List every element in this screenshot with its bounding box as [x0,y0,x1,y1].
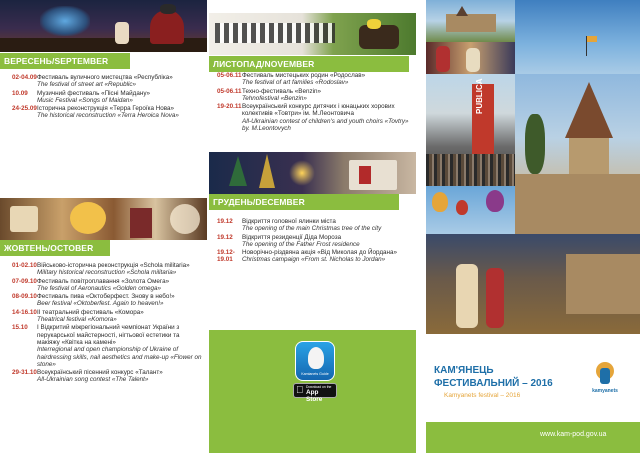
events-november [217,72,417,133]
balloon-icon [486,190,504,212]
event-row: 08-09.10 Фестиваль пива «Октоберфест. Знову в небо!» Beer festival «Oktoberfest. Again to heaven!» [12,293,175,308]
photo-castle-tower [515,74,640,234]
photo-october-collage [0,198,207,240]
photo-november-collage [209,13,416,55]
app-icon[interactable] [295,341,335,381]
events-december [217,218,415,265]
event-row: 24-25.09 Історична реконструкція «Терра Героїка Нова» The historical reconstruction «Terra Heroica Nova» [12,105,179,120]
banner-october: ЖОВТЕНЬ/OCTOBER [0,240,110,256]
events-september [12,74,202,121]
event-row: 02-04.09 Фестиваль вуличного мистецтва «Республіка» The festival of street art «Republic» [12,74,173,89]
event-row: 05-06.11 Техно-фестиваль «Benzin» Tehnofestival «Benzin» [217,87,322,102]
store-small-text: Download on the [306,385,332,389]
banner-november: ЛИСТОПАД/NOVEMBER [209,56,409,72]
photo-december-collage [209,152,416,194]
publica-sign: PUBLICA [475,78,484,114]
store-big-text: App Store [306,389,323,403]
photo-festival-night [0,0,207,52]
event-row: 10.09 Музичний фестиваль «Пісні Майдану» Music Festival «Songs of Maidan» [12,89,151,104]
event-row: 19-20.11 Всеукраїнський конкурс дитячих і юнацьких хорових колективів «Товтри» ім. М.Леонтовича All-Ukrainian contest of children's and youth choirs «Tovtry» by. M.Leontovych [217,103,409,133]
photo-costume-crowd [426,42,515,74]
app-caption: Kamianets Guide [301,372,329,376]
event-row: 07-09.10 Фестиваль повітроплавання «Золота Омега» The festival of Aeronautics «Golden omega» [12,277,170,292]
banner-december: ГРУДЕНЬ/DECEMBER [209,194,399,210]
photo-sky-spire [515,0,640,74]
cover-title-line2: ФЕСТИВАЛЬНИЙ – 2016 [434,378,553,389]
balloon-icon [456,200,468,215]
guide-mascot-icon [308,347,324,369]
photo-castle-top [426,0,515,42]
banner-september: ВЕРЕСЕНЬ/SEPTEMBER [0,53,130,69]
event-row: 19.12 Відкриття резиденції Діда Мороза The opening of the Father Frost residence [217,233,360,248]
kamyanets-logo [586,360,624,402]
photo-crowd-square [426,74,515,186]
balloon-icon [432,192,448,212]
photo-balloons [426,186,515,234]
apple-icon [296,385,304,397]
events-october [12,262,204,385]
cover-subtitle: Kamyanets festival – 2016 [444,392,521,399]
photo-performers [426,234,640,334]
event-row: 15.10 І Відкритий міжрегіональний чемпіонат України з перукарської майстерності, нігтьової естетики та макіяжу «Квітка на камені» Interregional and open championship of Ukraine of hairdressing skills, nail aesthetics and make-up «Flower on stone» [12,324,202,368]
event-row: 01-02.10 Військово-історична реконструкція «Schola militaria» Military historical reconstruction «Schola militaria» [12,262,190,277]
cover-title-line1: КАМ'ЯНЕЦЬ [434,365,494,376]
event-row: 19.12-19.01 Новорічно-різдвяна акція «Від Миколая до Йордана» Christmas campaign «From st. Nicholas to Jordan» [217,249,398,264]
event-row: 29-31.10 Всеукраїнський пісенний конкурс «Талант» All-Ukrainian song contest «The Talent» [12,369,163,384]
event-row: 14-16.10 ІІ театральний фестиваль «Комора» Theatrical festival «Komora» [12,308,144,324]
website-url[interactable]: www.kam-pod.gov.ua [540,431,607,438]
cover-bottom-band [426,422,640,453]
event-row: 19.12 Відкриття головної ялинки міста The opening of the main Christmas tree of the city [217,218,382,233]
logo-text: kamyanets [592,388,618,394]
event-row: 05-06.11 Фестиваль мистецьких родин «Родослав» The festival of art families «Rodoslav» [217,72,366,87]
flag-icon [587,36,597,42]
app-store-badge[interactable] [293,383,337,403]
